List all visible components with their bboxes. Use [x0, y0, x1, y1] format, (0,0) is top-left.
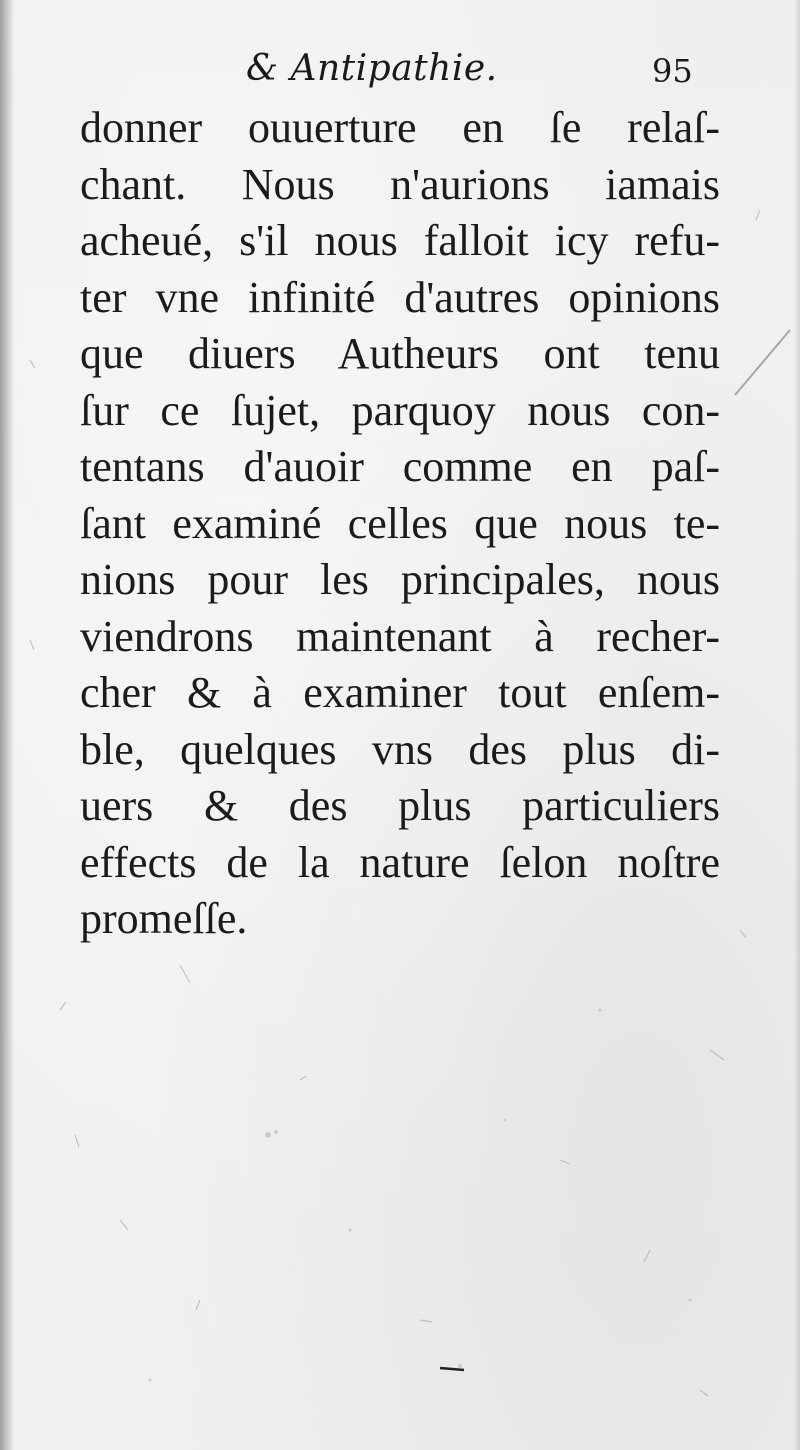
text-line: nions pour les principales, nous	[80, 555, 720, 604]
text-line: promeſſe.	[80, 894, 248, 943]
text-line: donner ouuerture en ſe relaſ-	[80, 103, 720, 152]
body-text	[80, 100, 720, 948]
text-line: uers & des plus particuliers	[80, 781, 720, 830]
page-number: 95	[652, 52, 693, 90]
text-line: viendrons maintenant à recher-	[80, 611, 720, 661]
text-line: ſur ce ſujet, parquoy nous con-	[80, 385, 720, 435]
text-line: ble, quelques vns des plus di-	[80, 724, 720, 774]
binding-shadow	[0, 0, 14, 1450]
text-line: ſant examiné celles que nous te-	[80, 498, 720, 548]
text-line: chant. Nous n'aurions iamais	[80, 159, 720, 209]
margin-stroke	[735, 330, 790, 395]
edge-shadow	[794, 0, 800, 1450]
running-title: & Antipathie.	[246, 48, 498, 89]
text-line: ter vne infinité d'autres opinions	[80, 272, 720, 322]
text-line: tentans d'auoir comme en paſ-	[80, 442, 720, 491]
text-line: acheué, s'il nous falloit icy refu-	[80, 216, 720, 265]
text-line: cher & à examiner tout enſem-	[80, 668, 720, 717]
running-head	[0, 42, 800, 102]
text-line: que diuers Autheurs ont tenu	[80, 329, 720, 378]
text-line: effects de la nature ſelon noſtre	[80, 837, 720, 887]
